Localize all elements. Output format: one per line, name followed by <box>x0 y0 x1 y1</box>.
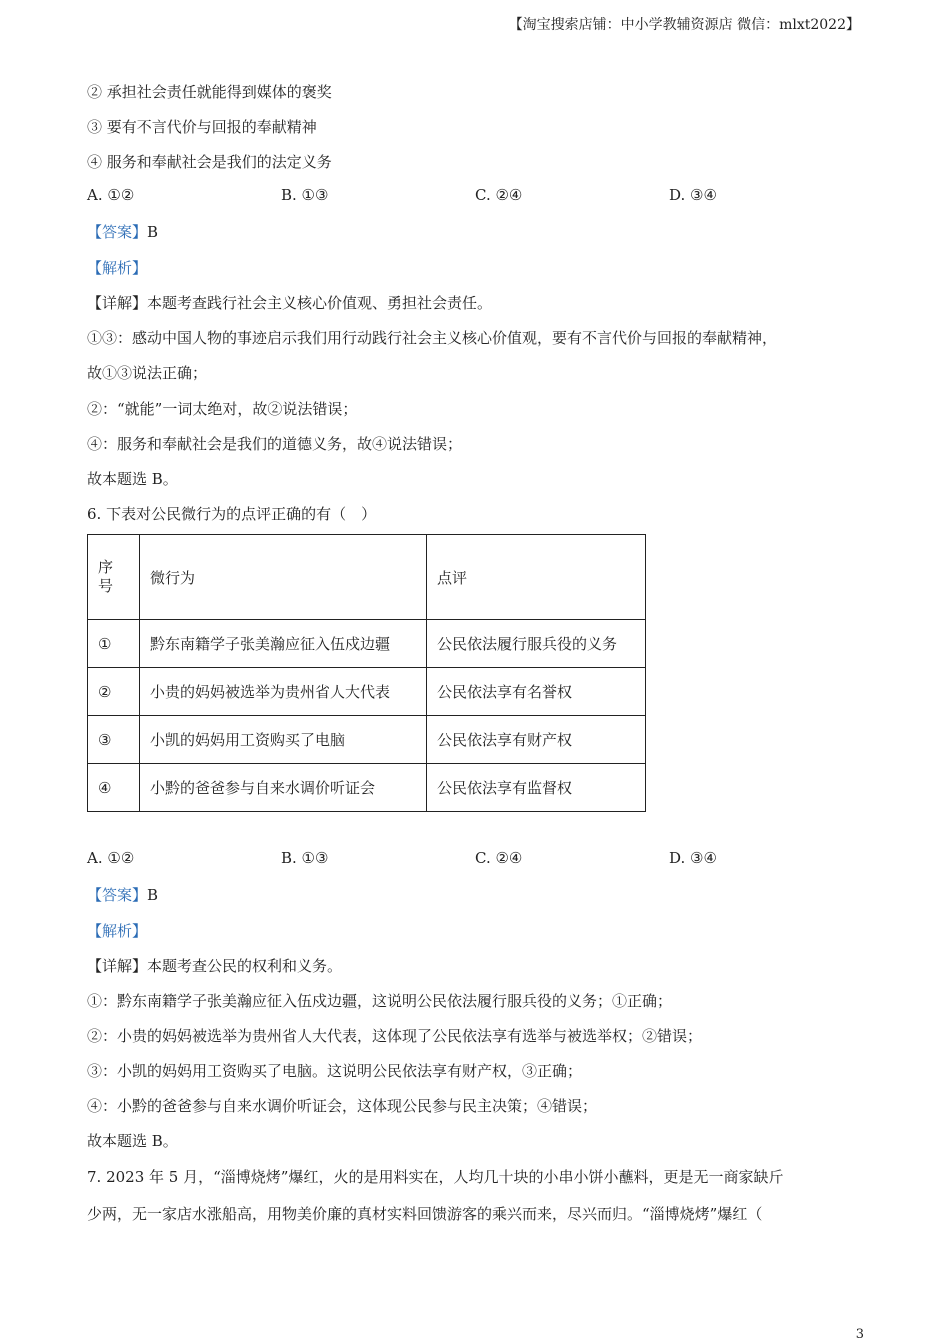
answer-label: 【答案】 <box>87 886 148 904</box>
statement-4: ④ 服务和奉献社会是我们的法定义务 <box>87 153 332 171</box>
q6-explain-line: ④：小黔的爸爸参与自来水调价听证会，这体现公民参与民主决策；④错误； <box>87 1097 598 1115</box>
q6-option-a: A. ①② <box>87 849 135 867</box>
q5-explain-line: ④：服务和奉献社会是我们的道德义务，故④说法错误； <box>87 435 463 453</box>
header-comment: 点评 <box>427 535 646 620</box>
cell-index: ④ <box>88 764 140 812</box>
cell-index: ① <box>88 620 140 668</box>
q6-answer <box>87 884 158 905</box>
q5-option-d: D. ③④ <box>669 186 717 204</box>
cell-comment: 公民依法履行服兵役的义务 <box>427 620 646 668</box>
detail-label: 【详解】 <box>87 294 148 312</box>
q6-explain-line: ①：黔东南籍学子张美瀚应征入伍戍边疆，这说明公民依法履行服兵役的义务；①正确； <box>87 992 673 1010</box>
header-index <box>88 535 140 620</box>
q5-explain-line: ②：“就能”一词太绝对，故②说法错误； <box>87 400 358 418</box>
q5-detail <box>87 292 492 313</box>
cell-index: ② <box>88 668 140 716</box>
q6-explain-line: ③：小凯的妈妈用工资购买了电脑。这说明公民依法享有财产权，③正确； <box>87 1062 583 1080</box>
cell-comment: 公民依法享有名誉权 <box>427 668 646 716</box>
cell-behavior: 小凯的妈妈用工资购买了电脑 <box>140 716 427 764</box>
answer-label: 【答案】 <box>87 223 148 241</box>
q7-line-2: 少两，无一家店水涨船高，用物美价廉的真材实料回馈游客的乘兴而来，尽兴而归。“淄博烧烤”爆红（ <box>87 1205 763 1223</box>
q6-option-b: B. ①③ <box>281 849 329 867</box>
statement-3: ③ 要有不言代价与回报的奉献精神 <box>87 118 317 136</box>
header-index-char: 号 <box>98 577 114 595</box>
cell-behavior: 小黔的爸爸参与自来水调价听证会 <box>140 764 427 812</box>
q6-analysis-label: 【解析】 <box>87 922 148 940</box>
cell-behavior: 黔东南籍学子张美瀚应征入伍戍边疆 <box>140 620 427 668</box>
answer-value: B <box>147 886 159 904</box>
page-number: 3 <box>855 1327 864 1342</box>
behavior-table <box>87 534 646 812</box>
table-row <box>88 668 646 716</box>
cell-index: ③ <box>88 716 140 764</box>
q6-explain-line: 故本题选 B。 <box>87 1132 178 1150</box>
q5-option-b: B. ①③ <box>281 186 329 204</box>
table-row <box>88 620 646 668</box>
table-row <box>88 764 646 812</box>
statement-2: ② 承担社会责任就能得到媒体的褒奖 <box>87 83 332 101</box>
table-row <box>88 716 646 764</box>
q5-analysis-label: 【解析】 <box>87 259 148 277</box>
detail-label: 【详解】 <box>87 957 148 975</box>
q5-option-c: C. ②④ <box>475 186 523 204</box>
q5-explain-line: ①③：感动中国人物的事迹启示我们用行动践行社会主义核心价值观，要有不言代价与回报的奉献精神， <box>87 329 778 347</box>
detail-intro: 本题考查公民的权利和义务。 <box>147 957 343 975</box>
page-header: 【淘宝搜索店铺：中小学教辅资源店 微信：mlxt2022】 <box>508 17 860 33</box>
cell-comment: 公民依法享有财产权 <box>427 716 646 764</box>
q5-answer <box>87 221 158 242</box>
q6-option-c: C. ②④ <box>475 849 523 867</box>
q6-detail <box>87 955 342 976</box>
q5-option-a: A. ①② <box>87 186 135 204</box>
cell-behavior: 小贵的妈妈被选举为贵州省人大代表 <box>140 668 427 716</box>
q7-line-1: 7. 2023 年 5 月，“淄博烧烤”爆红，火的是用料实在，人均几十块的小串小饼小蘸料，更是无一商家缺斤 <box>87 1168 784 1186</box>
q6-explain-line: ②：小贵的妈妈被选举为贵州省人大代表，这体现了公民依法享有选举与被选举权；②错误； <box>87 1027 703 1045</box>
q5-explain-line: 故①③说法正确； <box>87 364 208 382</box>
q6-option-d: D. ③④ <box>669 849 717 867</box>
cell-comment: 公民依法享有监督权 <box>427 764 646 812</box>
table-header-row <box>88 535 646 620</box>
q5-explain-line: 故本题选 B。 <box>87 470 178 488</box>
header-index-char: 序 <box>98 558 114 576</box>
q6-question: 6. 下表对公民微行为的点评正确的有（ ） <box>87 505 377 523</box>
header-behavior: 微行为 <box>140 535 427 620</box>
detail-intro: 本题考查践行社会主义核心价值观、勇担社会责任。 <box>147 294 493 312</box>
header-index-text <box>98 558 129 596</box>
answer-value: B <box>147 223 159 241</box>
